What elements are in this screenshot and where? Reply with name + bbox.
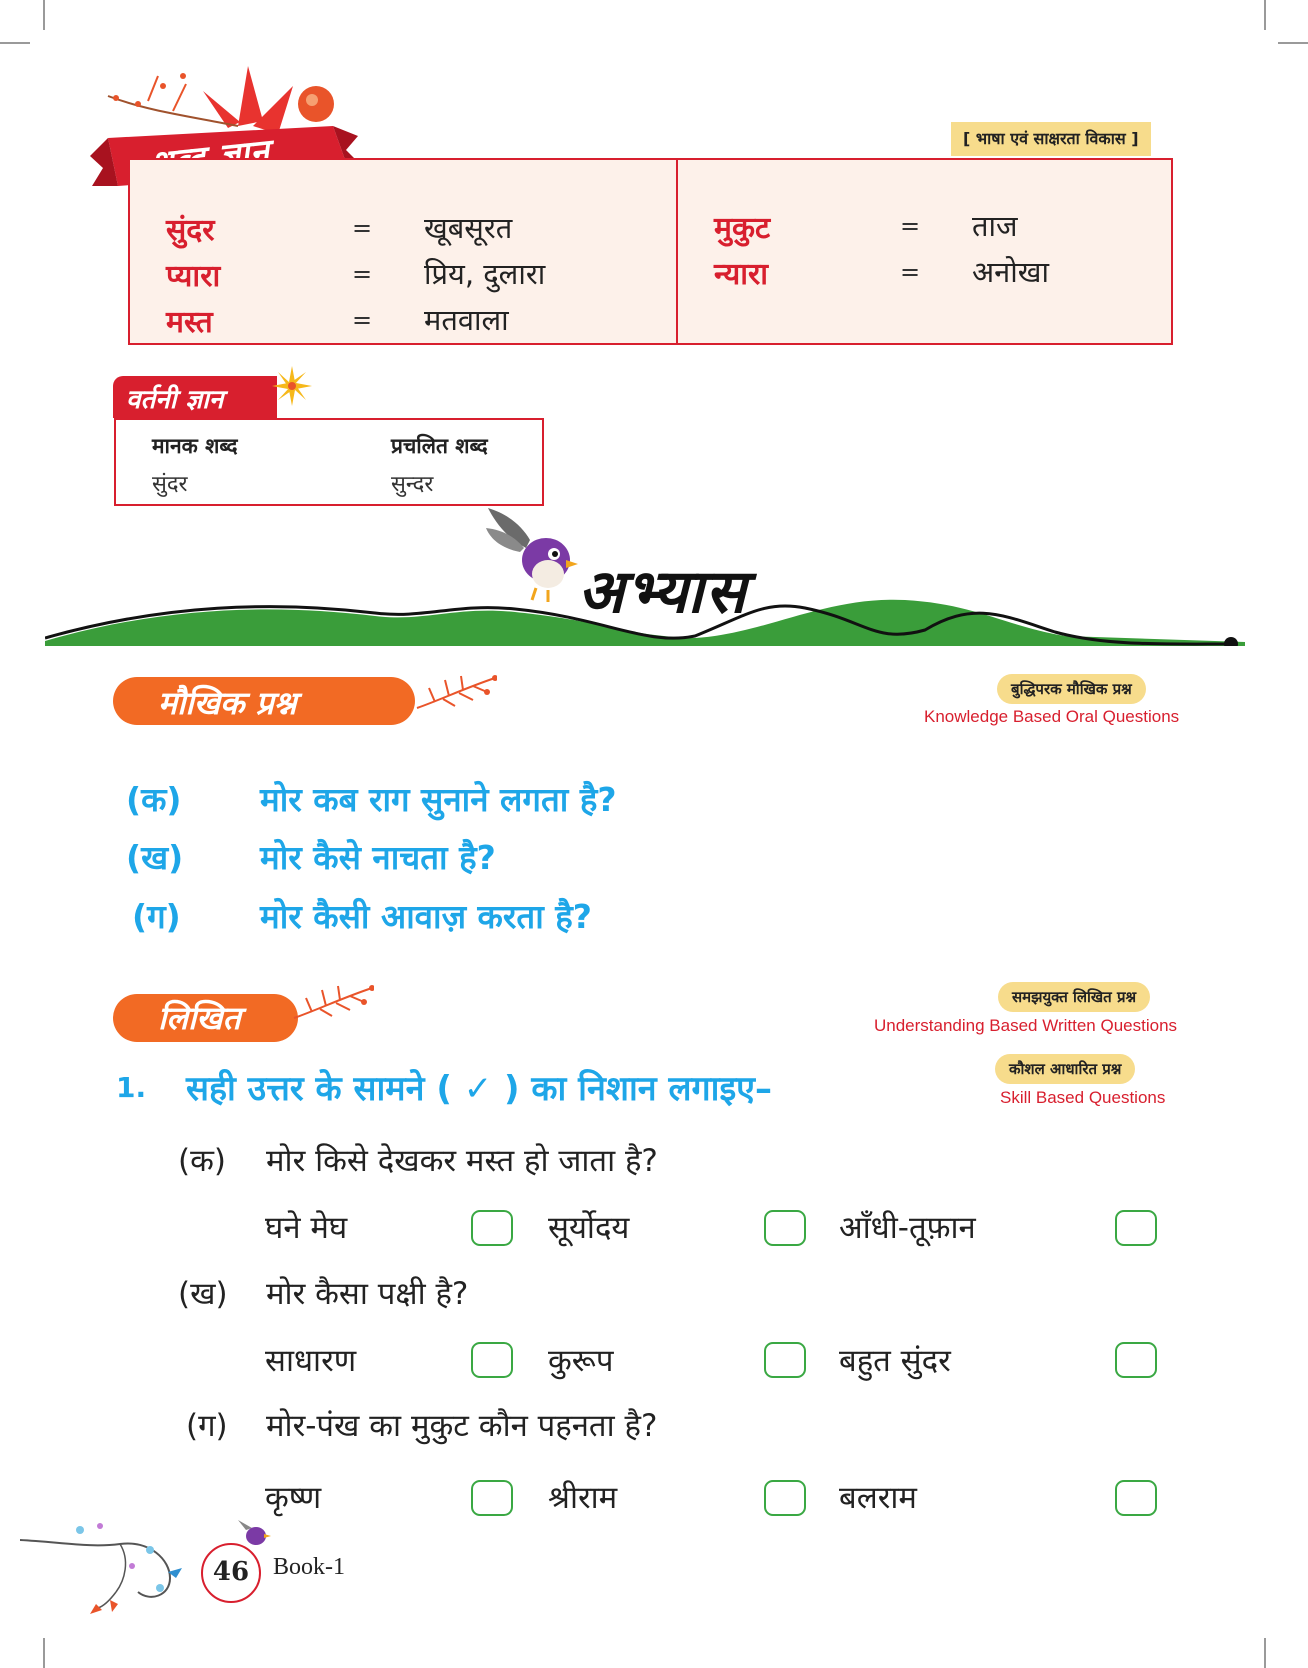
sub-question-label: (क)	[178, 1143, 226, 1179]
answer-option: घने मेघ	[265, 1210, 348, 1246]
common-word: सुन्दर	[391, 472, 434, 497]
word-term: न्यारा	[714, 257, 769, 292]
leaf-branch-icon	[415, 672, 497, 712]
answer-checkbox[interactable]	[1115, 1210, 1157, 1246]
word-meaning: प्रिय, दुलारा	[424, 257, 546, 291]
crop-mark	[43, 1638, 45, 1668]
star-flower-icon	[270, 364, 314, 408]
crop-mark	[0, 42, 30, 44]
answer-checkbox[interactable]	[764, 1480, 806, 1516]
answer-option: कुरूप	[548, 1343, 614, 1379]
answer-checkbox[interactable]	[764, 1342, 806, 1378]
answer-option: श्रीराम	[548, 1480, 618, 1516]
answer-checkbox[interactable]	[764, 1210, 806, 1246]
skill-question-tag: कौशल आधारित प्रश्न	[995, 1054, 1135, 1084]
oral-question-text: मोर कैसे नाचता है?	[260, 838, 496, 877]
equals-sign: =	[352, 214, 373, 242]
standard-word: सुंदर	[152, 472, 188, 497]
common-word-heading: प्रचलित शब्द	[391, 434, 488, 458]
answer-option: आँधी-तूफ़ान	[839, 1210, 976, 1246]
leaf-branch-icon	[292, 982, 374, 1022]
crop-mark	[1264, 1638, 1266, 1668]
equals-sign: =	[900, 258, 921, 286]
word-box-divider	[676, 158, 678, 345]
spelling-title: वर्तनी ज्ञान	[126, 385, 224, 415]
answer-option: कृष्ण	[265, 1480, 322, 1516]
oral-question-label: (क)	[126, 780, 182, 819]
answer-checkbox[interactable]	[1115, 1480, 1157, 1516]
written-question-tag: समझयुक्त लिखित प्रश्न	[998, 982, 1150, 1012]
bird-icon	[486, 508, 586, 608]
word-meaning: ताज	[972, 209, 1018, 243]
word-meaning: अनोखा	[972, 255, 1049, 289]
answer-checkbox[interactable]	[471, 1342, 513, 1378]
sub-question-label: (ख)	[178, 1276, 228, 1312]
equals-sign: =	[352, 306, 373, 334]
answer-checkbox[interactable]	[471, 1210, 513, 1246]
answer-option: बलराम	[839, 1480, 917, 1516]
word-meaning: खूबसूरत	[424, 211, 513, 245]
oral-question-tag: बुद्धिपरक मौखिक प्रश्न	[997, 674, 1146, 704]
crop-mark	[43, 0, 45, 30]
question-number: 1.	[116, 1071, 147, 1104]
answer-option: बहुत सुंदर	[839, 1343, 951, 1379]
oral-question-label: (ग)	[132, 897, 181, 936]
oral-question-tag-en: Knowledge Based Oral Questions	[924, 707, 1180, 726]
floral-vine-decoration	[20, 1520, 210, 1620]
book-label: Book-1	[273, 1554, 345, 1580]
equals-sign: =	[352, 260, 373, 288]
sub-question-text: मोर कैसा पक्षी है?	[266, 1276, 469, 1312]
oral-question-text: मोर कैसी आवाज़ करता है?	[260, 897, 592, 936]
word-meaning: मतवाला	[424, 303, 509, 337]
oral-question-text: मोर कब राग सुनाने लगता है?	[260, 780, 617, 819]
answer-checkbox[interactable]	[471, 1480, 513, 1516]
word-term: सुंदर	[166, 213, 215, 248]
equals-sign: =	[900, 212, 921, 240]
written-section-title: लिखित	[158, 999, 241, 1037]
written-question-tag-en: Understanding Based Written Questions	[874, 1016, 1178, 1035]
sub-question-label: (ग)	[186, 1408, 228, 1444]
question-instruction: सही उत्तर के सामने ( ✓ ) का निशान लगाइए–	[186, 1069, 772, 1109]
sub-question-text: मोर-पंख का मुकुट कौन पहनता है?	[266, 1408, 658, 1444]
standard-word-heading: मानक शब्द	[152, 434, 238, 458]
exercise-title: अभ्यास	[578, 557, 748, 627]
page-number: 46	[212, 1557, 250, 1587]
oral-section-title: मौखिक प्रश्न	[158, 684, 297, 722]
oral-question-label: (ख)	[126, 838, 184, 877]
answer-option: साधारण	[265, 1343, 357, 1379]
skill-question-tag-en: Skill Based Questions	[1000, 1088, 1166, 1107]
answer-checkbox[interactable]	[1115, 1342, 1157, 1378]
word-term: मस्त	[166, 305, 213, 340]
answer-option: सूर्योदय	[548, 1210, 630, 1246]
crop-mark	[1278, 42, 1308, 44]
crop-mark	[1264, 0, 1266, 30]
language-development-tag: [ भाषा एवं साक्षरता विकास ]	[951, 122, 1151, 156]
word-term: प्यारा	[166, 259, 221, 294]
word-term: मुकुट	[714, 211, 771, 246]
sub-question-text: मोर किसे देखकर मस्त हो जाता है?	[266, 1143, 658, 1179]
